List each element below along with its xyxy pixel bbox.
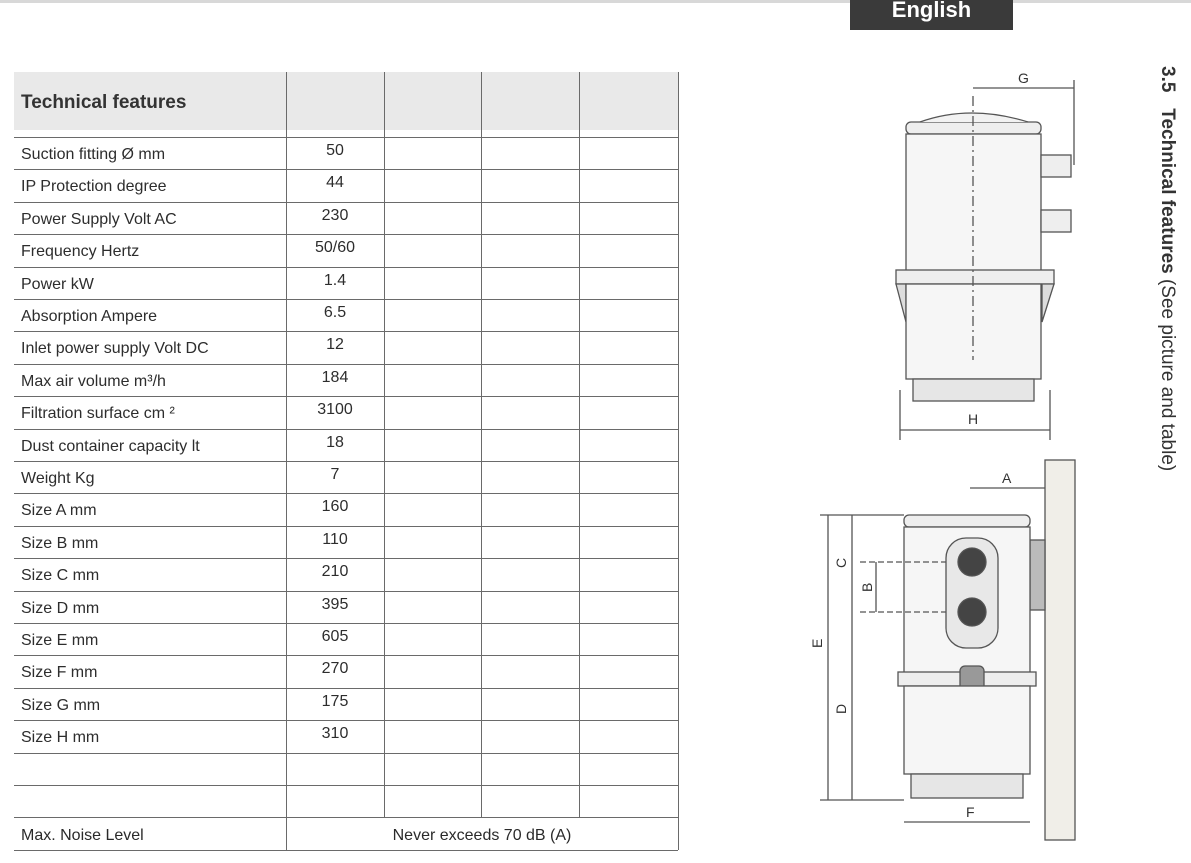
row-value: 44: [326, 174, 344, 192]
row-label: Absorption Ampere: [21, 308, 158, 325]
row-label: Size F mm: [21, 664, 98, 682]
row-value: 50/60: [314, 239, 356, 257]
section-heading: [1150, 66, 1184, 566]
row-label: Size B mm: [21, 534, 99, 552]
row-value: 210: [321, 563, 349, 581]
technical-features-table: [14, 72, 678, 852]
row-value: 310: [321, 725, 349, 743]
section-note: (See picture and table): [1157, 278, 1178, 472]
label-h: H: [968, 411, 979, 427]
row-value: 605: [321, 628, 349, 645]
row-divider: [14, 817, 678, 818]
row-label: Frequency Hertz: [21, 243, 140, 261]
vacuum-unit-drawing: [780, 60, 1110, 850]
section-title: Technical features: [1157, 108, 1178, 274]
row-value: 270: [321, 660, 349, 678]
column-divider: [286, 72, 287, 850]
row-label: Size C mm: [21, 567, 100, 585]
row-value: 160: [321, 498, 349, 516]
row-label: Suction fitting Ø mm: [21, 146, 166, 163]
row-label: Inlet power supply Volt DC: [21, 340, 209, 358]
row-label: Size A mm: [21, 502, 97, 520]
row-value: 175: [321, 692, 349, 710]
row-label: Filtration surface cm ²: [21, 405, 175, 423]
label-e: E: [809, 638, 825, 648]
label-c: C: [833, 557, 849, 568]
row-value: 230: [321, 206, 349, 224]
column-divider: [384, 72, 385, 817]
column-divider: [579, 72, 580, 817]
row-value: 18: [326, 433, 344, 451]
label-d: D: [833, 703, 849, 714]
section-number: 3.5: [1157, 66, 1178, 93]
row-value: 1.4: [323, 271, 347, 289]
row-label: Size H mm: [21, 729, 100, 747]
row-label: Dust container capacity lt: [21, 437, 200, 455]
label-b: B: [859, 582, 875, 592]
column-divider: [678, 72, 679, 850]
row-label: Power Supply Volt AC: [21, 210, 177, 228]
row-label: Size D mm: [21, 599, 100, 617]
row-value: 395: [321, 595, 349, 613]
row-value: 110: [322, 530, 348, 548]
row-value: 7: [330, 466, 340, 483]
row-value: 50: [326, 142, 344, 159]
column-divider: [481, 72, 482, 817]
row-label: Power kW: [21, 275, 94, 293]
row-label: Size G mm: [21, 696, 101, 714]
row-value: 12: [326, 336, 344, 354]
noise-label: Max. Noise Level: [21, 827, 144, 844]
row-label: IP Protection degree: [21, 178, 167, 196]
row-value: 6.5: [323, 304, 347, 321]
row-label: Weight Kg: [21, 470, 95, 487]
label-f: F: [966, 804, 975, 820]
row-divider: [14, 850, 678, 851]
row-label: Size E mm: [21, 632, 99, 649]
row-label: Max air volume m³/h: [21, 372, 166, 390]
label-a: A: [1002, 470, 1012, 486]
language-badge: English: [850, 0, 1013, 30]
table-title: Technical features: [21, 92, 187, 113]
row-value: 184: [321, 368, 349, 386]
row-value: 3100: [317, 401, 353, 419]
label-g: G: [1018, 70, 1029, 86]
noise-value: Never exceeds 70 dB (A): [392, 827, 572, 844]
